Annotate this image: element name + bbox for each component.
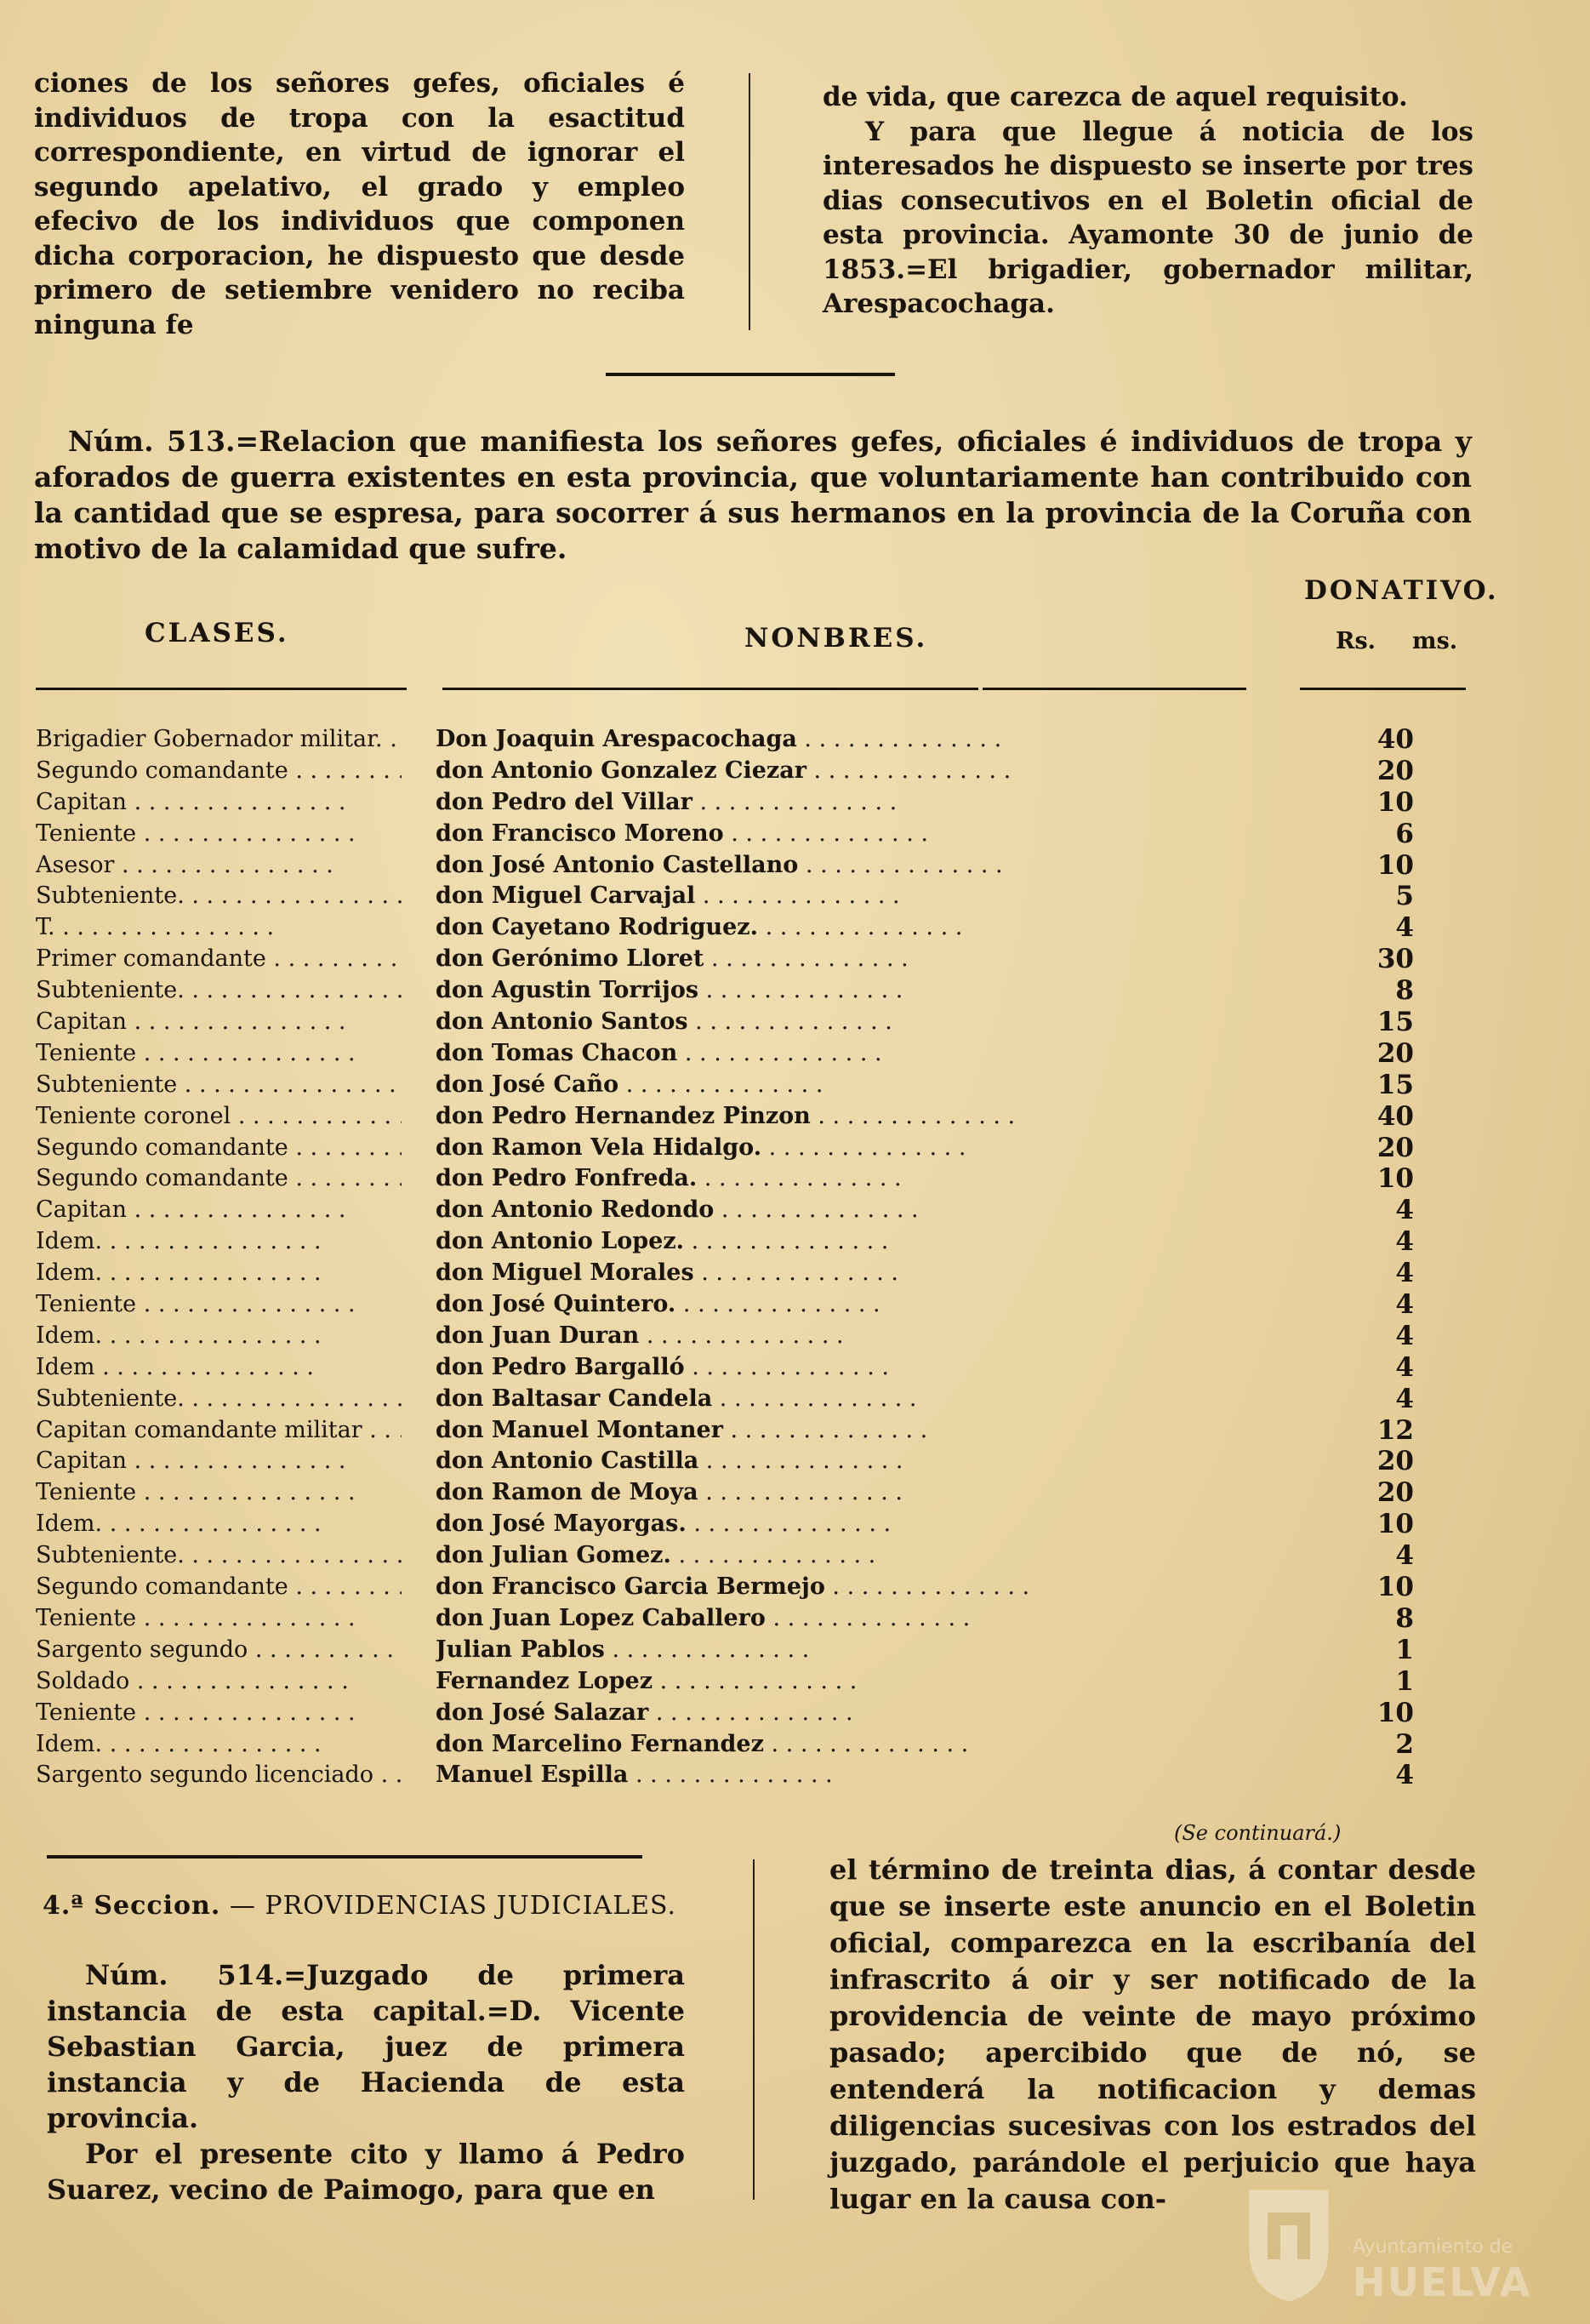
continued-note: (Se continuará.) (1174, 1821, 1342, 1845)
row-name: don Francisco Moreno . (436, 819, 1286, 850)
table-row (36, 1603, 1473, 1635)
row-amount: 20 (1376, 1446, 1414, 1477)
bottom-right-column (829, 1852, 1476, 2218)
row-amount: 8 (1395, 1602, 1414, 1634)
row-name: don Miguel Morales . (436, 1258, 1286, 1289)
table-row (36, 1133, 1473, 1164)
row-class: Capitan . . (36, 1007, 402, 1038)
row-name: don José Quintero. . (436, 1289, 1286, 1321)
table-row (36, 1070, 1473, 1101)
row-class: Teniente . . (36, 1038, 402, 1070)
row-class: Segundo comandante . . (36, 1572, 402, 1603)
table-row (36, 881, 1473, 912)
top-right-column (823, 80, 1473, 322)
section-513-number: Núm. 513.= (68, 425, 259, 458)
row-amount: 15 (1376, 1007, 1414, 1038)
table-row (36, 787, 1473, 819)
donation-table (36, 724, 1473, 1791)
row-class: Idem. . . (36, 1729, 402, 1761)
row-amount: 20 (1376, 1477, 1414, 1509)
row-name: don Antonio Castilla . (436, 1446, 1286, 1477)
row-class: Teniente coronel . . (36, 1101, 402, 1133)
table-row (36, 756, 1473, 787)
row-amount: 4 (1395, 1258, 1414, 1289)
row-class: Sargento segundo . . (36, 1635, 402, 1666)
top-right-text-2: Y para que llegue á noticia de los interesados he dispuesto se inserte por tres dias consecutivos en el Boletin oficial de esta provincia. Ayamonte 30 de junio de 1853.=El brigadier, gobernador militar, Arespacochaga. (823, 116, 1473, 319)
row-amount: 4 (1395, 912, 1414, 944)
row-name: don Ramon de Moya . (436, 1477, 1286, 1509)
row-class: Sargento segundo licenciado . . (36, 1760, 402, 1791)
row-class: Teniente . . (36, 1477, 402, 1509)
row-name: don José Salazar . (436, 1698, 1286, 1729)
watermark-subtitle: Ayuntamiento de (1353, 2236, 1513, 2258)
row-class: Subteniente. . . (36, 1384, 402, 1415)
table-row (36, 1698, 1473, 1729)
row-amount: 15 (1376, 1069, 1414, 1100)
row-class: Idem. . . (36, 1226, 402, 1258)
row-amount: 10 (1376, 1572, 1414, 1603)
row-class: Subteniente. . . (36, 881, 402, 912)
row-amount: 1 (1395, 1665, 1414, 1697)
row-class: Idem. . . (36, 1258, 402, 1289)
table-row (36, 819, 1473, 850)
header-rule-clases (36, 688, 407, 690)
row-amount: 4 (1395, 1320, 1414, 1351)
table-row (36, 1226, 1473, 1258)
row-name: don Baltasar Candela . (436, 1384, 1286, 1415)
row-name: Julian Pablos . (436, 1635, 1286, 1666)
row-name: Don Joaquin Arespacochaga . (436, 724, 1286, 756)
row-amount: 5 (1395, 881, 1414, 912)
header-donativo: DONATIVO. (1304, 575, 1499, 606)
row-class: Segundo comandante . . (36, 1133, 402, 1164)
row-amount: 20 (1376, 1037, 1414, 1069)
row-name: don Pedro del Villar . (436, 787, 1286, 819)
row-name: don José Mayorgas. . (436, 1509, 1286, 1540)
header-clases: CLASES. (145, 618, 289, 648)
watermark-title: HUELVA (1353, 2259, 1532, 2305)
row-class: Asesor . . (36, 850, 402, 882)
row-amount: 10 (1376, 786, 1414, 818)
row-amount: 1 (1395, 1634, 1414, 1665)
crest-icon (1242, 2183, 1336, 2302)
row-name: don Tomas Chacon . (436, 1038, 1286, 1070)
table-row (36, 1321, 1473, 1352)
table-row (36, 1007, 1473, 1038)
row-amount: 8 (1395, 975, 1414, 1007)
section-4-prefix: 4.ª Seccion. (43, 1891, 221, 1921)
row-class: Capitan . . (36, 787, 402, 819)
row-name: don Francisco Garcia Bermejo . (436, 1572, 1286, 1603)
table-row (36, 1352, 1473, 1384)
table-row (36, 1540, 1473, 1572)
row-name: don Antonio Gonzalez Ciezar . (436, 756, 1286, 787)
top-left-column (34, 66, 685, 342)
header-ms: ms. (1412, 628, 1458, 654)
section-divider-bottom (47, 1855, 642, 1859)
row-name: don Miguel Carvajal . (436, 881, 1286, 912)
row-name: don Gerónimo Lloret . (436, 944, 1286, 975)
header-nombres: NONBRES. (744, 623, 928, 654)
section-4-title (43, 1891, 676, 1921)
table-row (36, 724, 1473, 756)
row-class: Idem. . . (36, 1509, 402, 1540)
table-row (36, 1572, 1473, 1603)
row-class: Idem. . . (36, 1321, 402, 1352)
row-amount: 6 (1395, 818, 1414, 849)
row-class: Idem . . (36, 1352, 402, 1384)
row-class: Subteniente . . (36, 1070, 402, 1101)
row-amount: 12 (1376, 1414, 1414, 1446)
row-class: Teniente . . (36, 1603, 402, 1635)
row-amount: 20 (1376, 1132, 1414, 1163)
row-name: don Antonio Santos . (436, 1007, 1286, 1038)
row-name: don Manuel Montaner . (436, 1415, 1286, 1447)
top-column-divider (749, 73, 750, 330)
row-name: don Marcelino Fernandez . (436, 1729, 1286, 1761)
row-amount: 10 (1376, 1163, 1414, 1195)
row-class: Capitan comandante militar . . (36, 1415, 402, 1447)
row-name: don Pedro Bargalló . (436, 1352, 1286, 1384)
row-class: Segundo comandante . . (36, 1163, 402, 1195)
row-amount: 40 (1376, 1100, 1414, 1132)
section-514-number: Núm. 514.= (85, 1959, 307, 1991)
table-row (36, 1666, 1473, 1698)
header-rs: Rs. (1336, 628, 1376, 654)
table-row (36, 850, 1473, 882)
table-row (36, 1446, 1473, 1477)
header-rule-nombres-2 (983, 688, 1246, 690)
table-row (36, 1760, 1473, 1791)
row-class: Primer comandante . . (36, 944, 402, 975)
row-amount: 20 (1376, 755, 1414, 786)
row-name: don Julian Gomez. . (436, 1540, 1286, 1572)
top-right-text-1: de vida, que carezca de aquel requisito. (823, 82, 1408, 112)
row-class: Soldado . . (36, 1666, 402, 1698)
row-name: don José Antonio Castellano . (436, 850, 1286, 882)
table-row (36, 944, 1473, 975)
bottom-column-divider (753, 1859, 755, 2200)
row-class: T. . . (36, 912, 402, 944)
table-row (36, 1477, 1473, 1509)
row-class: Subteniente. . . (36, 1540, 402, 1572)
row-class: Subteniente. . . (36, 975, 402, 1007)
row-amount: 4 (1395, 1351, 1414, 1383)
top-left-text: ciones de los señores gefes, oficiales é individuos de tropa con la esactitud correspondiente, en virtud de ignorar el segundo apelativo, el grado y empleo efecivo de los individuos que componen dicha corporacion, he dispuesto que desde primero de setiembre venidero no reciba ninguna fe (34, 68, 685, 340)
row-class: Segundo comandante . . (36, 756, 402, 787)
table-row (36, 1415, 1473, 1447)
section-divider-top (606, 373, 895, 376)
row-name: don Cayetano Rodriguez. . (436, 912, 1286, 944)
table-row (36, 1289, 1473, 1321)
table-row (36, 1101, 1473, 1133)
row-name: don Pedro Hernandez Pinzon . (436, 1101, 1286, 1133)
row-class: Capitan . . (36, 1446, 402, 1477)
row-name: Fernandez Lopez . (436, 1666, 1286, 1698)
bottom-left-column (47, 1957, 685, 2207)
row-class: Teniente . . (36, 1289, 402, 1321)
row-name: don Pedro Fonfreda. . (436, 1163, 1286, 1195)
row-name: don Juan Lopez Caballero . (436, 1603, 1286, 1635)
row-amount: 2 (1395, 1728, 1414, 1760)
table-row (36, 1635, 1473, 1666)
section-513-text: Relacion que manifiesta los señores gefes, oficiales é individuos de tropa y aforados de guerra existentes en esta provincia, que voluntariamente han contribuido con la cantidad que se espresa, para socorrer á sus hermanos en la provincia de la Coruña con motivo de la calamidad que sufre. (34, 425, 1472, 565)
row-name: Manuel Espilla . (436, 1760, 1286, 1791)
row-amount: 4 (1395, 1289, 1414, 1321)
row-amount: 4 (1395, 1540, 1414, 1572)
judgment-text-1: Juzgado de primera instancia de esta capital.=D. Vicente Sebastian Garcia, juez de primera instancia y de Hacienda de esta provincia. (47, 1959, 685, 2134)
judgment-continuation: el término de treinta dias, á contar desde que se inserte este anuncio en el Boletin oficial, comparezca en la escribanía del infrascrito á oir y ser notificado de la providencia de veinte de mayo próximo pasado; apercibido que de nó, se entenderá la notificacion y demas diligencias sucesivas con los estrados del juzgado, parándole el perjuicio que haya lugar en la causa con- (829, 1853, 1476, 2215)
row-amount: 40 (1376, 724, 1414, 755)
table-row (36, 912, 1473, 944)
judgment-paragraph-2: Por el presente cito y llamo á Pedro Suarez, vecino de Paimogo, para que en (47, 2138, 685, 2206)
header-rule-donativo (1300, 688, 1466, 690)
row-amount: 4 (1395, 1383, 1414, 1414)
header-rule-nombres (442, 688, 978, 690)
row-name: don Ramon Vela Hidalgo. . (436, 1133, 1286, 1164)
row-amount: 10 (1376, 1509, 1414, 1540)
table-row (36, 1384, 1473, 1415)
row-class: Capitan . . (36, 1195, 402, 1226)
table-row (36, 1258, 1473, 1289)
row-amount: 4 (1395, 1195, 1414, 1226)
row-amount: 10 (1376, 1697, 1414, 1728)
row-amount: 10 (1376, 849, 1414, 881)
section-4-main-title: — PROVIDENCIAS JUDICIALES. (229, 1891, 677, 1921)
row-name: don Agustin Torrijos . (436, 975, 1286, 1007)
table-row (36, 1509, 1473, 1540)
row-amount: 4 (1395, 1760, 1414, 1791)
row-name: don José Caño . (436, 1070, 1286, 1101)
row-amount: 4 (1395, 1226, 1414, 1258)
table-row (36, 975, 1473, 1007)
table-row (36, 1729, 1473, 1761)
row-class: Teniente . . (36, 819, 402, 850)
row-name: don Juan Duran . (436, 1321, 1286, 1352)
table-row (36, 1038, 1473, 1070)
judgment-paragraph-1 (47, 1957, 685, 2136)
table-row (36, 1195, 1473, 1226)
section-513-intro (34, 424, 1472, 567)
row-amount: 30 (1376, 944, 1414, 975)
row-class: Teniente . . (36, 1698, 402, 1729)
table-row (36, 1163, 1473, 1195)
row-class: Brigadier Gobernador militar. . . (36, 724, 402, 756)
row-name: don Antonio Redondo . (436, 1195, 1286, 1226)
row-name: don Antonio Lopez. . (436, 1226, 1286, 1258)
archive-watermark (1242, 2178, 1532, 2306)
